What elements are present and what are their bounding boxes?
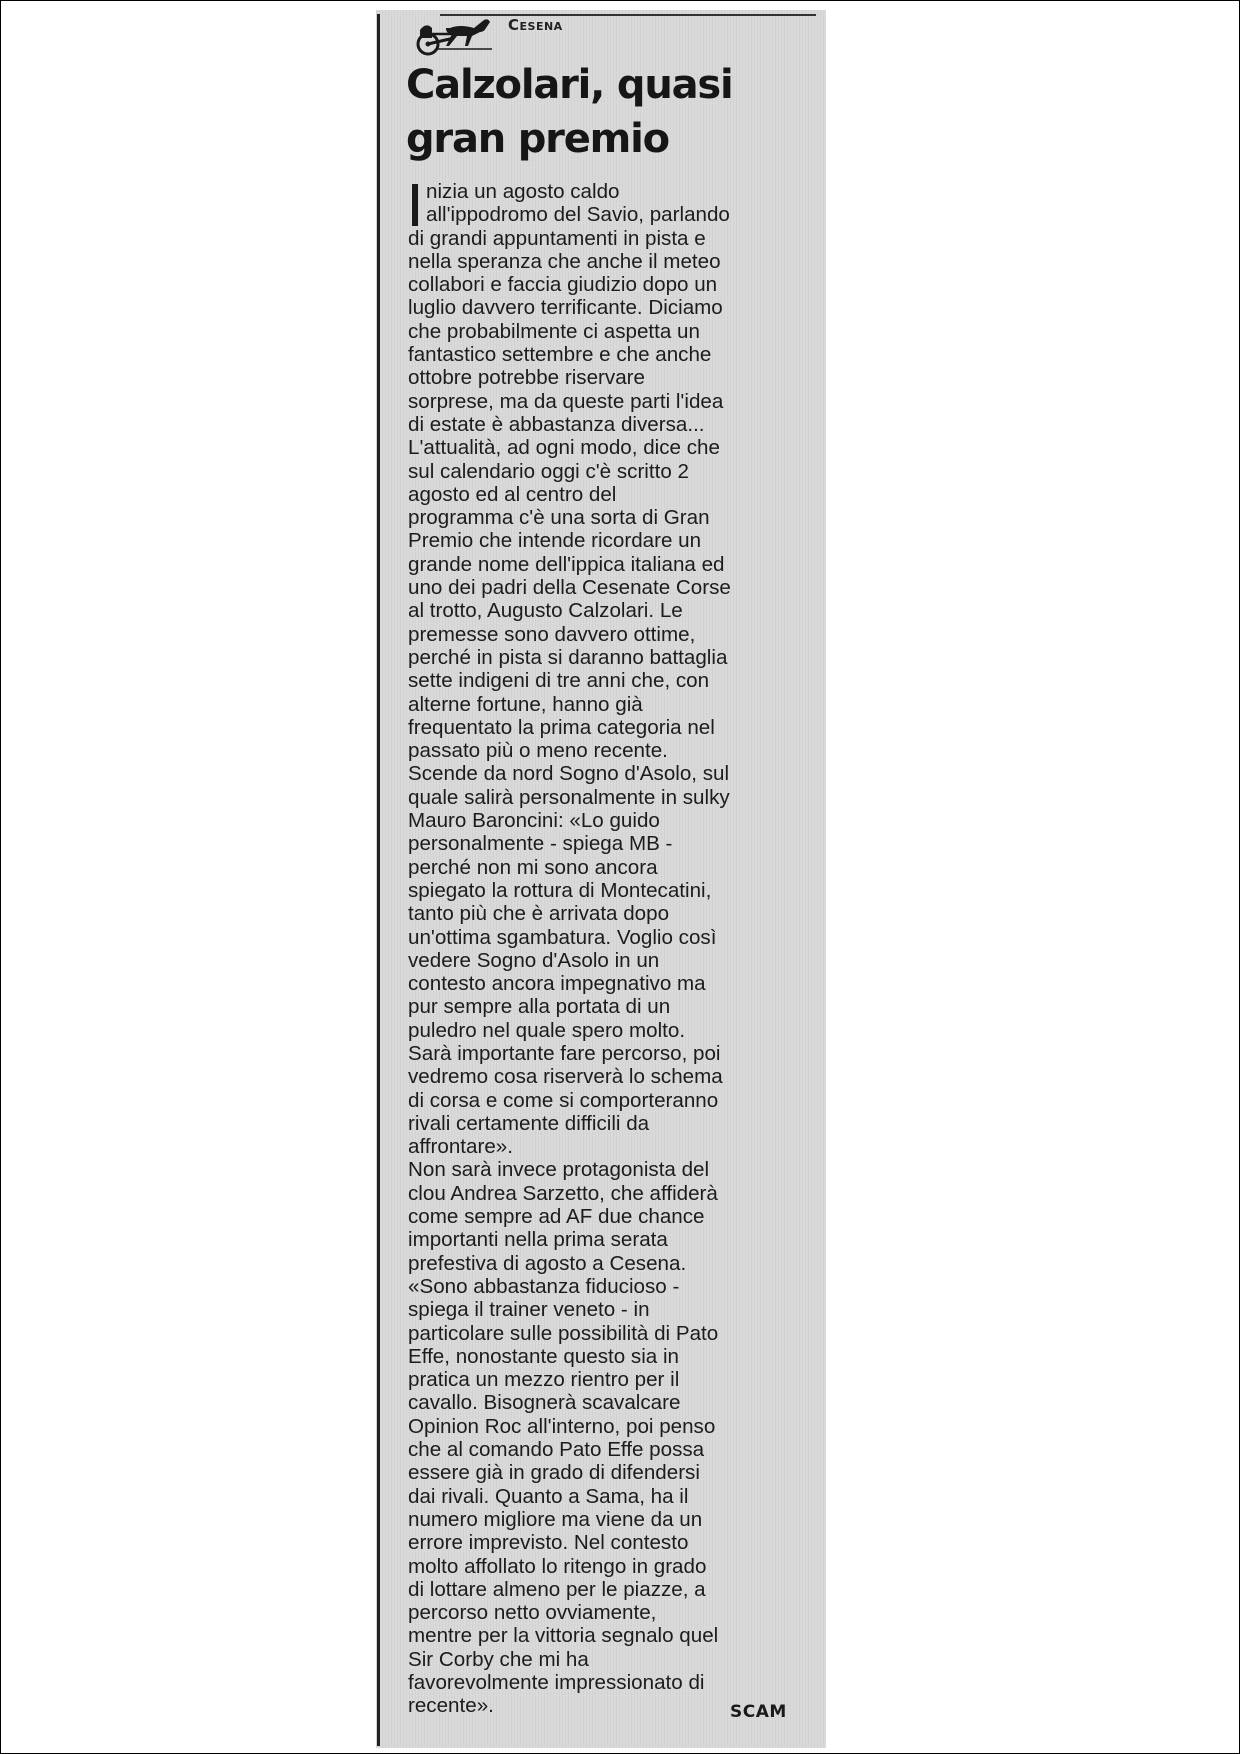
body-line: luglio davvero terrificante. Diciamo [408,296,723,320]
body-line: personalmente - spiega MB - [408,832,673,856]
headline [406,58,816,166]
body-line: collabori e faccia giudizio dopo un [408,273,718,297]
body-line: nella speranza che anche il meteo [408,249,721,273]
headline-line: Calzolari, quasi [406,62,733,108]
body-line: fantastico settembre e che anche [408,343,712,367]
body-line: mentre per la vittoria segnalo quel [408,1624,719,1648]
body-line: programma c'è una sorta di Gran [408,506,710,530]
body-line: alterne fortune, hanno già [408,692,643,716]
body-line: dai rivali. Quanto a Sama, ha il [408,1484,689,1508]
body-line: che probabilmente ci aspetta un [408,319,700,343]
body-line: contesto ancora impegnativo ma [408,972,706,996]
body-line: essere già in grado di difendersi [408,1461,700,1485]
body-line: uno dei padri della Cesenate Corse [408,576,731,600]
body-line: quale salirà personalmente in sulky [408,785,730,809]
body-line: perché in pista si daranno battaglia [408,645,728,669]
body-line: tanto più che è arrivata dopo [408,902,670,926]
body-line: passato più o meno recente. [408,739,668,763]
body-line: premesse sono davvero ottime, [408,622,696,646]
body-line: prefestiva di agosto a Cesena. [408,1251,687,1275]
body-line: recente». [408,1694,494,1718]
body-line: vedremo cosa riserverà lo schema [408,1065,723,1089]
body-line: un'ottima sgambatura. Voglio così [408,925,717,949]
body-line: frequentato la prima categoria nel [408,715,715,739]
author-signature: SCAM [730,1702,787,1722]
section-label: Cesena [508,16,563,34]
body-line: percorso netto ovviamente, [408,1601,657,1625]
body-line: di grandi appuntamenti in pista e [408,226,706,250]
body-line: pratica un mezzo rientro per il [408,1368,680,1392]
body-line: sorprese, ma da queste parti l'idea [408,389,724,413]
body-line: cavallo. Bisognerà scavalcare [408,1391,681,1415]
body-line: molto affollato lo ritengo in grado [408,1554,707,1578]
body-line: particolare sulle possibilità di Pato [408,1321,719,1345]
body-line: Premio che intende ricordare un [408,529,702,553]
body-line: sul calendario oggi c'è scritto 2 [408,459,689,483]
body-line: nizia un agosto caldo [426,180,620,203]
body-line: rivali certamente difficili da [408,1111,650,1135]
body-line: che al comando Pato Effe possa [408,1438,705,1462]
body-line: «Sono abbastanza fiducioso - [408,1274,680,1298]
harness-racing-icon [406,14,498,56]
body-line: Sir Corby che mi ha [408,1647,589,1671]
body-line: grande nome dell'ippica italiana ed [408,552,725,576]
body-line: di corsa e come si comporteranno [408,1088,719,1112]
article-body [408,180,818,1718]
body-line: al trotto, Augusto Calzolari. Le [408,599,683,623]
body-line: agosto ed al centro del [408,482,617,506]
body-line: sette indigeni di tre anni che, con [408,669,710,693]
body-line: affrontare». [408,1135,513,1159]
body-line: numero migliore ma viene da un [408,1507,703,1531]
body-line: Scende da nord Sogno d'Asolo, sul [408,762,730,786]
body-line: Effe, nonostante questo sia in [408,1344,679,1368]
body-line: di lottare almeno per le piazze, a [408,1577,706,1601]
body-line: importanti nella prima serata [408,1228,668,1252]
column-rule [377,14,380,1746]
body-line: errore imprevisto. Nel contesto [408,1531,689,1555]
body-line: Mauro Baroncini: «Lo guido [408,809,660,833]
drop-cap-i [412,184,418,226]
body-line: clou Andrea Sarzetto, che affiderà [408,1181,718,1205]
body-line: Non sarà invece protagonista del [408,1158,710,1182]
body-line: vedere Sogno d'Asolo in un [408,948,660,972]
body-line: Sarà importante fare percorso, poi [408,1041,721,1065]
body-line: ottobre potrebbe riservare [408,366,645,390]
headline-line: gran premio [406,116,669,162]
body-line: Opinion Roc all'interno, poi penso [408,1414,716,1438]
body-line: spiegato la rottura di Montecatini, [408,878,712,902]
body-line: di estate è abbastanza diversa... [408,412,705,436]
body-line: puledro nel quale spero molto. [408,1018,686,1042]
body-line: favorevolmente impressionato di [408,1671,705,1694]
body-line: perché non mi sono ancora [408,855,658,879]
body-line: pur sempre alla portata di un [408,995,671,1019]
body-line: come sempre ad AF due chance [408,1205,705,1229]
body-line: L'attualità, ad ogni modo, dice che [408,436,720,460]
body-line: all'ippodromo del Savio, parlando [426,203,730,227]
body-line: spiega il trainer veneto - in [408,1298,650,1322]
